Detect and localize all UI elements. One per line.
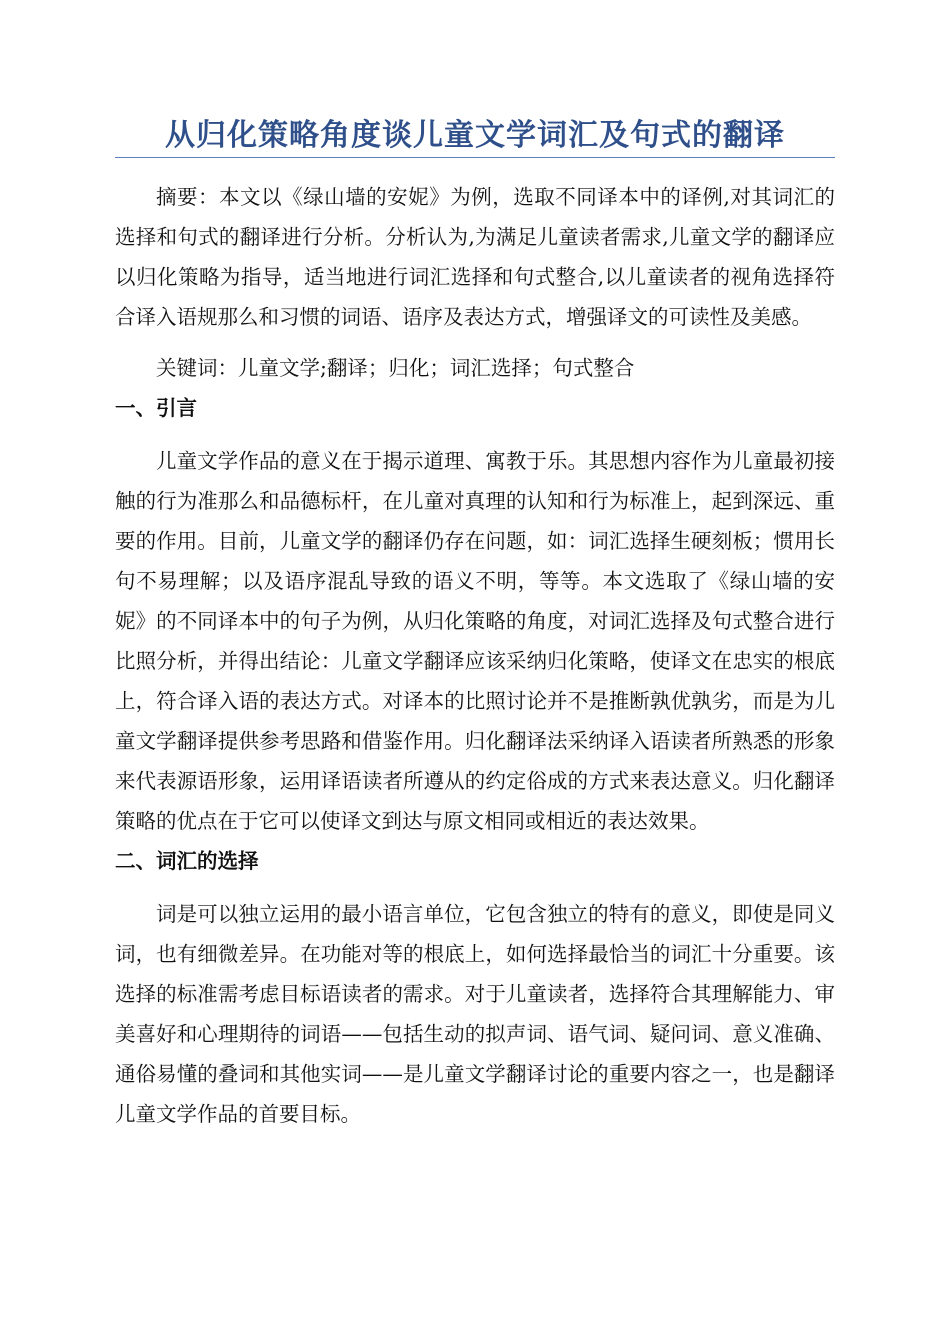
section-body-vocabulary: 词是可以独立运用的最小语言单位，它包含独立的特有的意义，即使是同义词，也有细微差异。在功能对等的根底上，如何选择最恰当的词汇十分重要。该选择的标准需考虑目标语读者的需求。对于儿童读者，选择符合其理解能力、审美喜好和心理期待的词语——包括生动的拟声词、语气词、疑问词、意义准确、通俗易懂的叠词和其他实词——是儿童文学翻译讨论的重要内容之一，也是翻译儿童文学作品的首要目标。 [115, 902, 835, 1126]
document-page [115, 0, 835, 1134]
title-underline [115, 157, 835, 158]
section-body-introduction: 儿童文学作品的意义在于揭示道理、寓教于乐。其思想内容作为儿童最初接触的行为准那么和品德标杆，在儿童对真理的认知和行为标准上，起到深远、重要的作用。目前，儿童文学的翻译仍存在问题，如：词汇选择生硬刻板；惯用长句不易理解；以及语序混乱导致的语义不明，等等。本文选取了《绿山墙的安妮》的不同译本中的句子为例，从归化策略的角度，对词汇选择及句式整合进行比照分析，并得出结论：儿童文学翻译应该采纳归化策略，使译文在忠实的根底上，符合译入语的表达方式。对译本的比照讨论并不是推断孰优孰劣，而是为儿童文学翻译提供参考思路和借鉴作用。归化翻译法采纳译入语读者所熟悉的形象来代表源语形象，运用译语读者所遵从的约定俗成的方式来表达意义。归化翻译策略的优点在于它可以使译文到达与原文相同或相近的表达效果。 [115, 449, 835, 833]
section-heading-vocabulary: 二、词汇的选择 [115, 849, 259, 873]
document-title: 从归化策略角度谈儿童文学词汇及句式的翻译 [165, 118, 785, 153]
abstract-paragraph: 摘要：本文以《绿山墙的安妮》为例，选取不同译本中的译例,对其词汇的选择和句式的翻译进行分析。分析认为,为满足儿童读者需求,儿童文学的翻译应以归化策略为指导，适当地进行词汇选择和句式整合,以儿童读者的视角选择符合译入语规那么和习惯的词语、语序及表达方式，增强译文的可读性及美感。 [115, 185, 835, 329]
section-heading-introduction: 一、引言 [115, 396, 197, 420]
keywords-line: 关键词：儿童文学;翻译；归化；词汇选择；句式整合 [156, 356, 635, 380]
